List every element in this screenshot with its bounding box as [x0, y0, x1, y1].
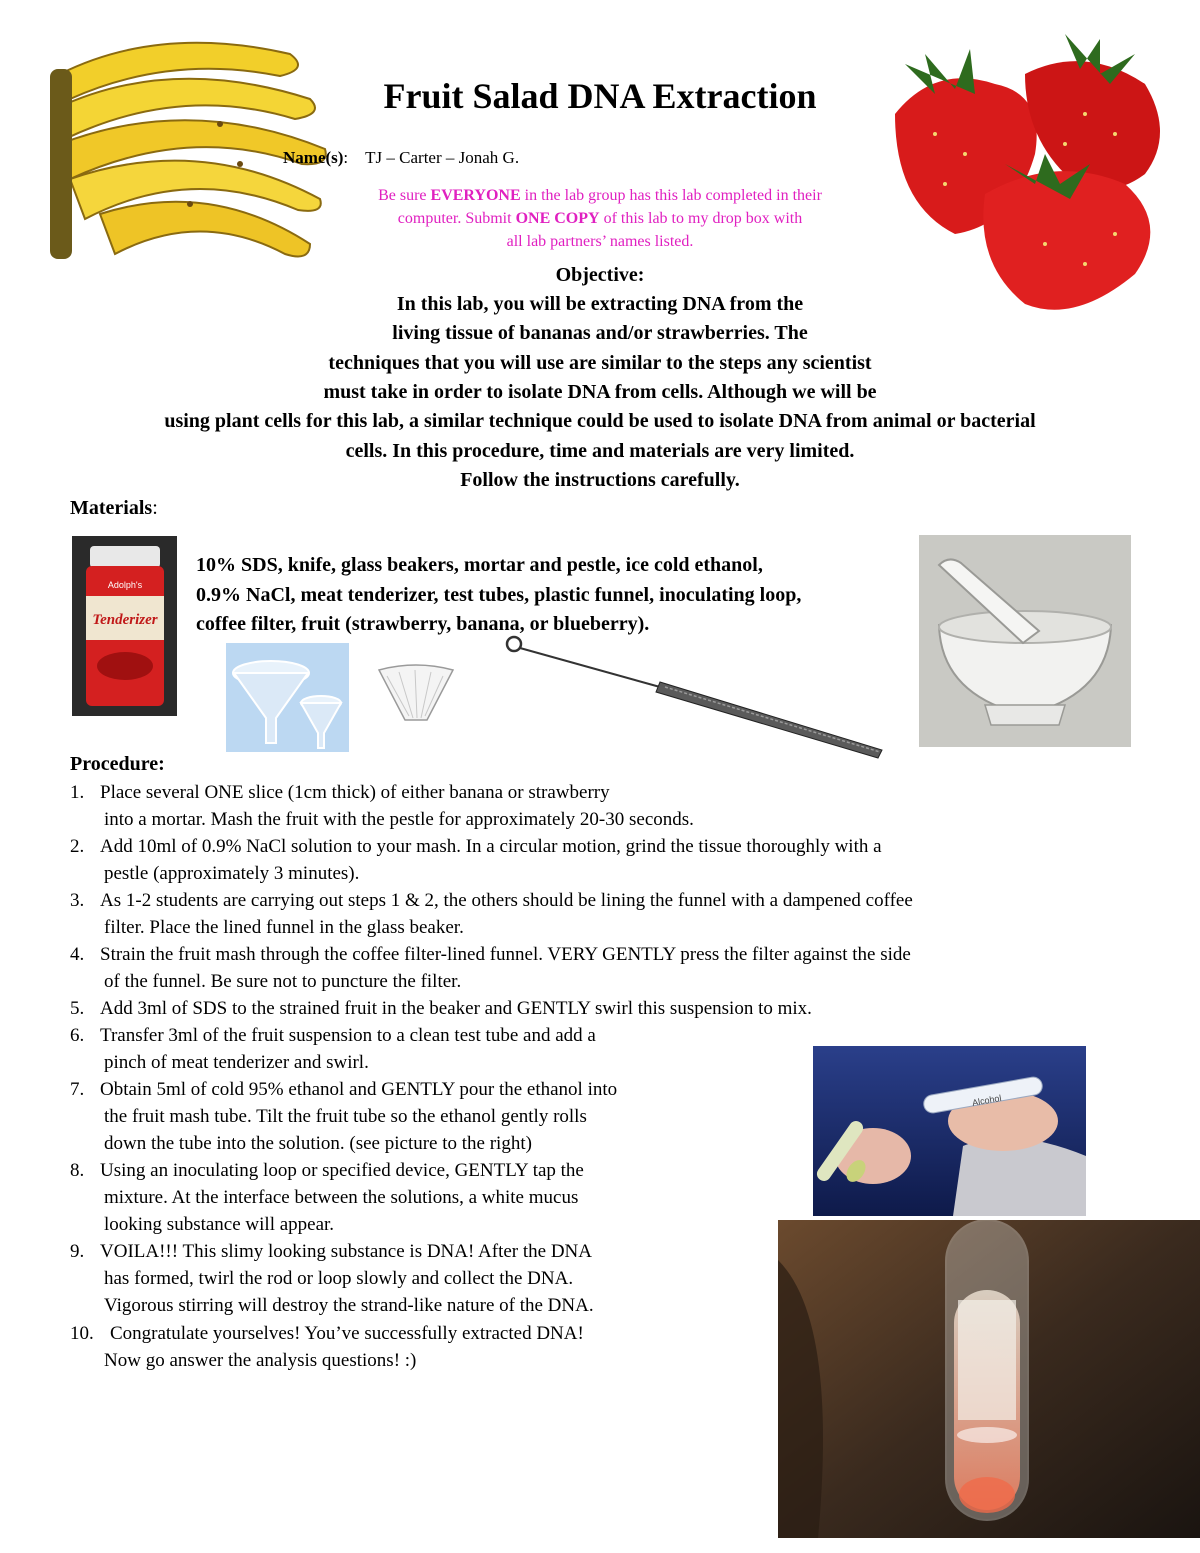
- procedure-step: [70, 1022, 596, 1076]
- step-number: 5.: [70, 998, 85, 1019]
- step-number: 1.: [70, 782, 85, 803]
- submit-note-text: computer. Submit: [397, 210, 516, 227]
- objective-line: techniques that you will use are similar to the steps any scientist: [328, 352, 872, 374]
- procedure-step: [70, 833, 882, 887]
- submit-note-text: all lab partners’ names listed.: [506, 233, 694, 250]
- step-text: of the funnel. Be sure not to puncture the filter.: [104, 971, 462, 992]
- objective-line: In this lab, you will be extracting DNA from the: [396, 293, 804, 315]
- submit-note-text: of this lab to my drop box with: [599, 210, 803, 227]
- step-text: Add 10ml of 0.9% NaCl solution to your mash. In a circular motion, grind the tissue thoroughly with a: [100, 836, 882, 857]
- procedure-step: [70, 941, 911, 995]
- step-text: As 1-2 students are carrying out steps 1 & 2, the others should be lining the funnel with a dampened coffee: [100, 890, 913, 911]
- objective-line: using plant cells for this lab, a similar technique could be used to isolate DNA from animal or bacterial: [164, 410, 1036, 432]
- tenderizer-image: [72, 536, 177, 716]
- materials-list: [196, 551, 801, 640]
- step-number: 9.: [70, 1241, 85, 1262]
- tenderizer-brand: Adolph's: [107, 580, 143, 590]
- step-text: Congratulate yourselves! You’ve successfully extracted DNA!: [110, 1323, 584, 1344]
- step-text: Vigorous stirring will destroy the strand-like nature of the DNA.: [104, 1295, 594, 1316]
- step-text: Strain the fruit mash through the coffee filter-lined funnel. VERY GENTLY press the filter against the side: [100, 944, 911, 965]
- step-text: Obtain 5ml of cold 95% ethanol and GENTLY pour the ethanol into: [100, 1079, 618, 1100]
- step-text: Using an inoculating loop or specified device, GENTLY tap the: [100, 1160, 584, 1181]
- names-line: Name(s): TJ – Carter – Jonah G.: [283, 148, 520, 167]
- funnel-image: [226, 643, 349, 752]
- step-text: filter. Place the lined funnel in the glass beaker.: [104, 917, 464, 938]
- inoculating-loop-image: [500, 632, 890, 760]
- step-text: down the tube into the solution. (see picture to the right): [104, 1133, 532, 1154]
- submit-note-text: in the lab group has this lab completed in their: [520, 187, 822, 204]
- step-number: 10.: [70, 1323, 94, 1344]
- step-text: Add 3ml of SDS to the strained fruit in the beaker and GENTLY swirl this suspension to mix.: [100, 998, 812, 1019]
- step-text: into a mortar. Mash the fruit with the pestle for approximately 20-30 seconds.: [104, 809, 694, 830]
- submit-note-text: Be sure: [378, 187, 431, 204]
- materials-line: coffee filter, fruit (strawberry, banana, or blueberry).: [196, 613, 650, 635]
- objective-line: cells. In this procedure, time and materials are very limited.: [345, 440, 855, 462]
- step-text: VOILA!!! This slimy looking substance is DNA! After the DNA: [100, 1241, 592, 1262]
- step-number: 7.: [70, 1079, 85, 1100]
- procedure-step: [70, 995, 812, 1022]
- submit-note: [290, 184, 910, 253]
- step-number: 3.: [70, 890, 85, 911]
- submit-note-emphasis: ONE COPY: [515, 210, 600, 227]
- tenderizer-label: Tenderizer: [92, 612, 158, 628]
- step-number: 8.: [70, 1160, 85, 1181]
- tube-label: Alcohol: [971, 1092, 1003, 1108]
- step-text: pestle (approximately 3 minutes).: [104, 863, 360, 884]
- strawberries-image: [875, 24, 1175, 324]
- procedure-step: [70, 887, 913, 941]
- objective-line: Follow the instructions carefully.: [460, 469, 740, 491]
- step-number: 4.: [70, 944, 85, 965]
- procedure-step: [70, 1320, 584, 1374]
- materials-heading: Materials:: [70, 497, 158, 519]
- pouring-ethanol-image: [813, 1046, 1086, 1216]
- step-number: 2.: [70, 836, 85, 857]
- step-text: looking substance will appear.: [104, 1214, 335, 1235]
- step-text: pinch of meat tenderizer and swirl.: [104, 1052, 369, 1073]
- procedure-step: [70, 1157, 584, 1238]
- materials-line: 0.9% NaCl, meat tenderizer, test tubes, plastic funnel, inoculating loop,: [196, 583, 802, 606]
- procedure-step: [70, 779, 694, 833]
- step-text: has formed, twirl the rod or loop slowly and collect the DNA.: [104, 1268, 574, 1289]
- procedure-heading: Procedure:: [70, 753, 165, 775]
- submit-note-emphasis: EVERYONE: [430, 187, 521, 204]
- objective-line: living tissue of bananas and/or strawberries. The: [392, 322, 808, 344]
- procedure-step: [70, 1076, 617, 1157]
- coffee-filter-image: [375, 660, 457, 726]
- materials-line: 10% SDS, knife, glass beakers, mortar and pestle, ice cold ethanol,: [196, 554, 763, 576]
- step-text: Now go answer the analysis questions! :): [104, 1350, 417, 1371]
- step-text: Place several ONE slice (1cm thick) of either banana or strawberry: [100, 782, 610, 803]
- names-value: TJ – Carter – Jonah G.: [365, 148, 520, 167]
- objective-line: must take in order to isolate DNA from cells. Although we will be: [323, 381, 877, 403]
- step-text: mixture. At the interface between the solutions, a white mucus: [104, 1187, 579, 1208]
- names-label: Name(s): [283, 148, 344, 167]
- page-title: Fruit Salad DNA Extraction: [383, 76, 817, 116]
- objective-heading: Objective:: [555, 264, 645, 286]
- dna-test-tube-image: [778, 1220, 1200, 1538]
- procedure-step: [70, 1238, 594, 1319]
- materials-heading-text: Materials: [70, 497, 153, 519]
- step-text: the fruit mash tube. Tilt the fruit tube so the ethanol gently rolls: [104, 1106, 587, 1127]
- step-number: 6.: [70, 1025, 85, 1046]
- step-text: Transfer 3ml of the fruit suspension to a clean test tube and add a: [100, 1025, 596, 1046]
- mortar-pestle-image: [919, 535, 1131, 747]
